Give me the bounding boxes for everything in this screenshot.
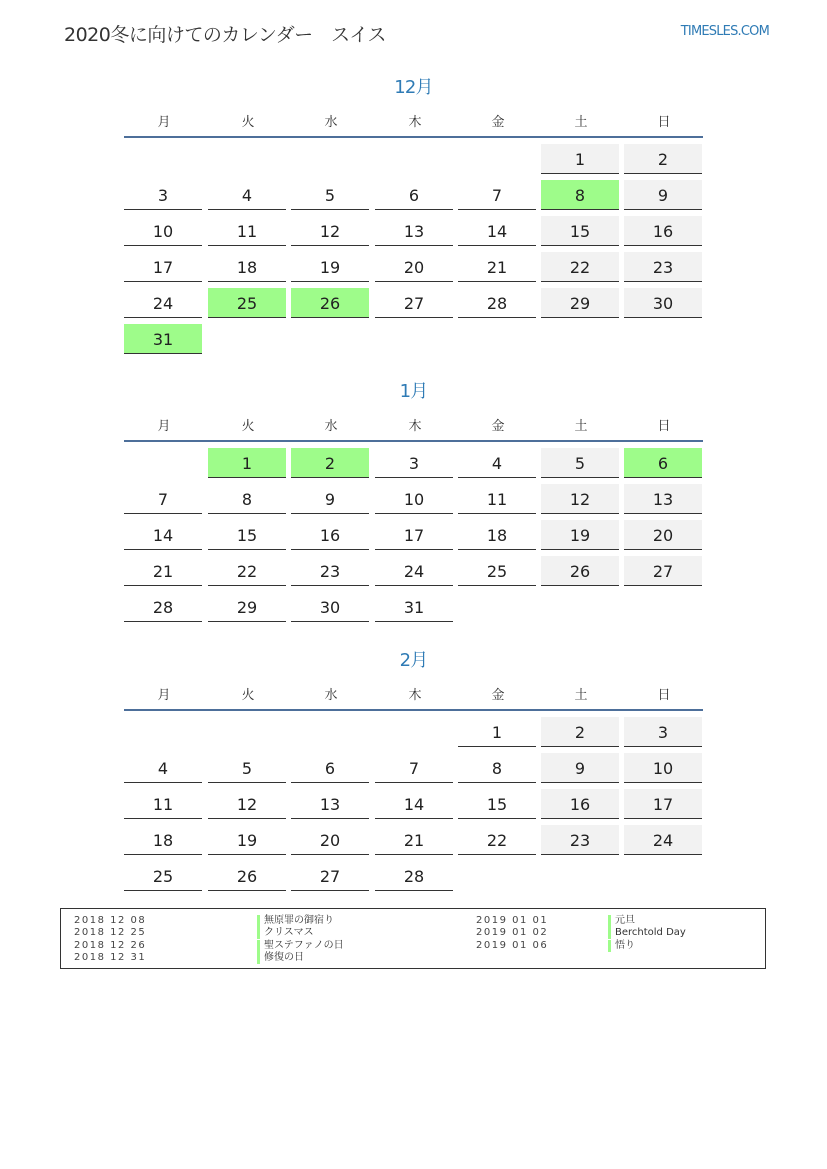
weekday-header: 木: [408, 688, 422, 703]
day-cell[interactable]: 17: [124, 252, 202, 282]
site-name[interactable]: TIMESLES.COM: [680, 24, 769, 39]
day-cell[interactable]: 17: [624, 789, 702, 819]
day-cell[interactable]: 13: [624, 484, 702, 514]
day-cell[interactable]: 29: [208, 592, 286, 622]
day-cell[interactable]: 24: [624, 825, 702, 855]
legend-date: 2018 12 08: [74, 915, 147, 926]
day-cell[interactable]: 24: [375, 556, 453, 586]
weekday-header: 金: [491, 688, 505, 703]
day-cell[interactable]: 8: [458, 753, 536, 783]
day-cell[interactable]: 16: [624, 216, 702, 246]
legend-holiday-name: 元旦: [608, 915, 635, 927]
day-cell[interactable]: 20: [375, 252, 453, 282]
day-cell[interactable]: 25: [208, 288, 286, 318]
day-cell[interactable]: 20: [624, 520, 702, 550]
day-cell[interactable]: 3: [624, 717, 702, 747]
day-cell[interactable]: 28: [458, 288, 536, 318]
day-cell[interactable]: 24: [124, 288, 202, 318]
holiday-legend: [60, 908, 766, 969]
day-cell[interactable]: 22: [208, 556, 286, 586]
day-cell[interactable]: 20: [291, 825, 369, 855]
day-cell[interactable]: 23: [541, 825, 619, 855]
weekday-header: 木: [408, 419, 422, 434]
day-cell[interactable]: 5: [208, 753, 286, 783]
day-cell[interactable]: 15: [541, 216, 619, 246]
day-cell[interactable]: 30: [291, 592, 369, 622]
day-cell[interactable]: 4: [124, 753, 202, 783]
day-cell[interactable]: 8: [541, 180, 619, 210]
day-cell[interactable]: 21: [124, 556, 202, 586]
day-cell[interactable]: 9: [624, 180, 702, 210]
day-cell[interactable]: 8: [208, 484, 286, 514]
weekday-header: 月: [157, 419, 171, 434]
day-cell[interactable]: 26: [541, 556, 619, 586]
day-cell[interactable]: 21: [375, 825, 453, 855]
day-cell[interactable]: 28: [375, 861, 453, 891]
legend-date: 2018 12 26: [74, 940, 147, 951]
day-cell[interactable]: 30: [624, 288, 702, 318]
day-cell[interactable]: 6: [291, 753, 369, 783]
day-cell[interactable]: 29: [541, 288, 619, 318]
day-cell[interactable]: 3: [124, 180, 202, 210]
day-cell[interactable]: 27: [375, 288, 453, 318]
page-title: 2020冬に向けてのカレンダー スイス: [64, 24, 387, 46]
day-cell[interactable]: 6: [624, 448, 702, 478]
header-divider: [124, 136, 703, 138]
day-cell[interactable]: 1: [208, 448, 286, 478]
day-cell[interactable]: 17: [375, 520, 453, 550]
day-cell[interactable]: 14: [458, 216, 536, 246]
day-cell[interactable]: 25: [458, 556, 536, 586]
day-cell[interactable]: 11: [124, 789, 202, 819]
weekday-header: 月: [157, 688, 171, 703]
day-cell[interactable]: 16: [541, 789, 619, 819]
legend-date: 2019 01 02: [476, 927, 549, 938]
weekday-header: 日: [657, 419, 671, 434]
day-cell[interactable]: 10: [624, 753, 702, 783]
weekday-header: 水: [324, 688, 338, 703]
day-cell[interactable]: 1: [541, 144, 619, 174]
month-title: 12月: [394, 77, 433, 98]
day-cell[interactable]: 26: [208, 861, 286, 891]
weekday-header: 火: [241, 419, 255, 434]
day-cell[interactable]: 23: [624, 252, 702, 282]
weekday-header: 水: [324, 115, 338, 130]
day-cell[interactable]: 4: [208, 180, 286, 210]
weekday-header: 月: [157, 115, 171, 130]
day-cell[interactable]: 6: [375, 180, 453, 210]
day-cell[interactable]: 25: [124, 861, 202, 891]
header-divider: [124, 440, 703, 442]
legend-holiday-name: 聖ステファノの日: [257, 940, 344, 952]
weekday-header: 土: [574, 688, 588, 703]
weekday-header: 木: [408, 115, 422, 130]
day-cell[interactable]: 5: [541, 448, 619, 478]
day-cell[interactable]: 27: [291, 861, 369, 891]
day-cell[interactable]: 31: [375, 592, 453, 622]
legend-holiday-name: Berchtold Day: [608, 927, 686, 939]
day-cell[interactable]: 19: [291, 252, 369, 282]
day-cell[interactable]: 12: [208, 789, 286, 819]
day-cell[interactable]: 19: [541, 520, 619, 550]
day-cell[interactable]: 14: [124, 520, 202, 550]
legend-date: 2019 01 06: [476, 940, 549, 951]
legend-date: 2018 12 31: [74, 952, 147, 963]
day-cell[interactable]: 13: [291, 789, 369, 819]
day-cell[interactable]: 22: [541, 252, 619, 282]
weekday-header: 火: [241, 115, 255, 130]
day-cell[interactable]: 19: [208, 825, 286, 855]
month-title: 1月: [399, 381, 428, 402]
day-cell[interactable]: 12: [541, 484, 619, 514]
weekday-header: 金: [491, 115, 505, 130]
day-cell[interactable]: 1: [458, 717, 536, 747]
legend-date: 2018 12 25: [74, 927, 147, 938]
day-cell[interactable]: 9: [291, 484, 369, 514]
weekday-header: 金: [491, 419, 505, 434]
day-cell[interactable]: 10: [375, 484, 453, 514]
weekday-header: 日: [657, 688, 671, 703]
legend-holiday-name: 無原罪の御宿り: [257, 915, 334, 927]
day-cell[interactable]: 4: [458, 448, 536, 478]
day-cell[interactable]: 18: [208, 252, 286, 282]
day-cell[interactable]: 13: [375, 216, 453, 246]
day-cell[interactable]: 7: [124, 484, 202, 514]
day-cell[interactable]: 5: [291, 180, 369, 210]
day-cell[interactable]: 7: [458, 180, 536, 210]
day-cell[interactable]: 18: [458, 520, 536, 550]
day-cell[interactable]: 10: [124, 216, 202, 246]
day-cell[interactable]: 12: [291, 216, 369, 246]
legend-holiday-name: 修復の日: [257, 952, 304, 964]
day-cell[interactable]: 22: [458, 825, 536, 855]
day-cell[interactable]: 14: [375, 789, 453, 819]
day-cell[interactable]: 28: [124, 592, 202, 622]
weekday-header: 火: [241, 688, 255, 703]
month-title: 2月: [399, 650, 428, 671]
day-cell[interactable]: 7: [375, 753, 453, 783]
weekday-header: 土: [574, 419, 588, 434]
weekday-header: 水: [324, 419, 338, 434]
day-cell[interactable]: 26: [291, 288, 369, 318]
day-cell[interactable]: 16: [291, 520, 369, 550]
legend-date: 2019 01 01: [476, 915, 549, 926]
day-cell[interactable]: 9: [541, 753, 619, 783]
weekday-header: 土: [574, 115, 588, 130]
day-cell[interactable]: 27: [624, 556, 702, 586]
day-cell[interactable]: 2: [291, 448, 369, 478]
day-cell[interactable]: 15: [208, 520, 286, 550]
day-cell[interactable]: 21: [458, 252, 536, 282]
day-cell[interactable]: 15: [458, 789, 536, 819]
day-cell[interactable]: 18: [124, 825, 202, 855]
day-cell[interactable]: 11: [458, 484, 536, 514]
day-cell[interactable]: 2: [541, 717, 619, 747]
day-cell[interactable]: 11: [208, 216, 286, 246]
legend-holiday-name: クリスマス: [257, 927, 314, 939]
day-cell[interactable]: 2: [624, 144, 702, 174]
day-cell[interactable]: 23: [291, 556, 369, 586]
header-divider: [124, 709, 703, 711]
day-cell[interactable]: 3: [375, 448, 453, 478]
weekday-header: 日: [657, 115, 671, 130]
day-cell[interactable]: 31: [124, 324, 202, 354]
legend-holiday-name: 悟り: [608, 940, 635, 952]
